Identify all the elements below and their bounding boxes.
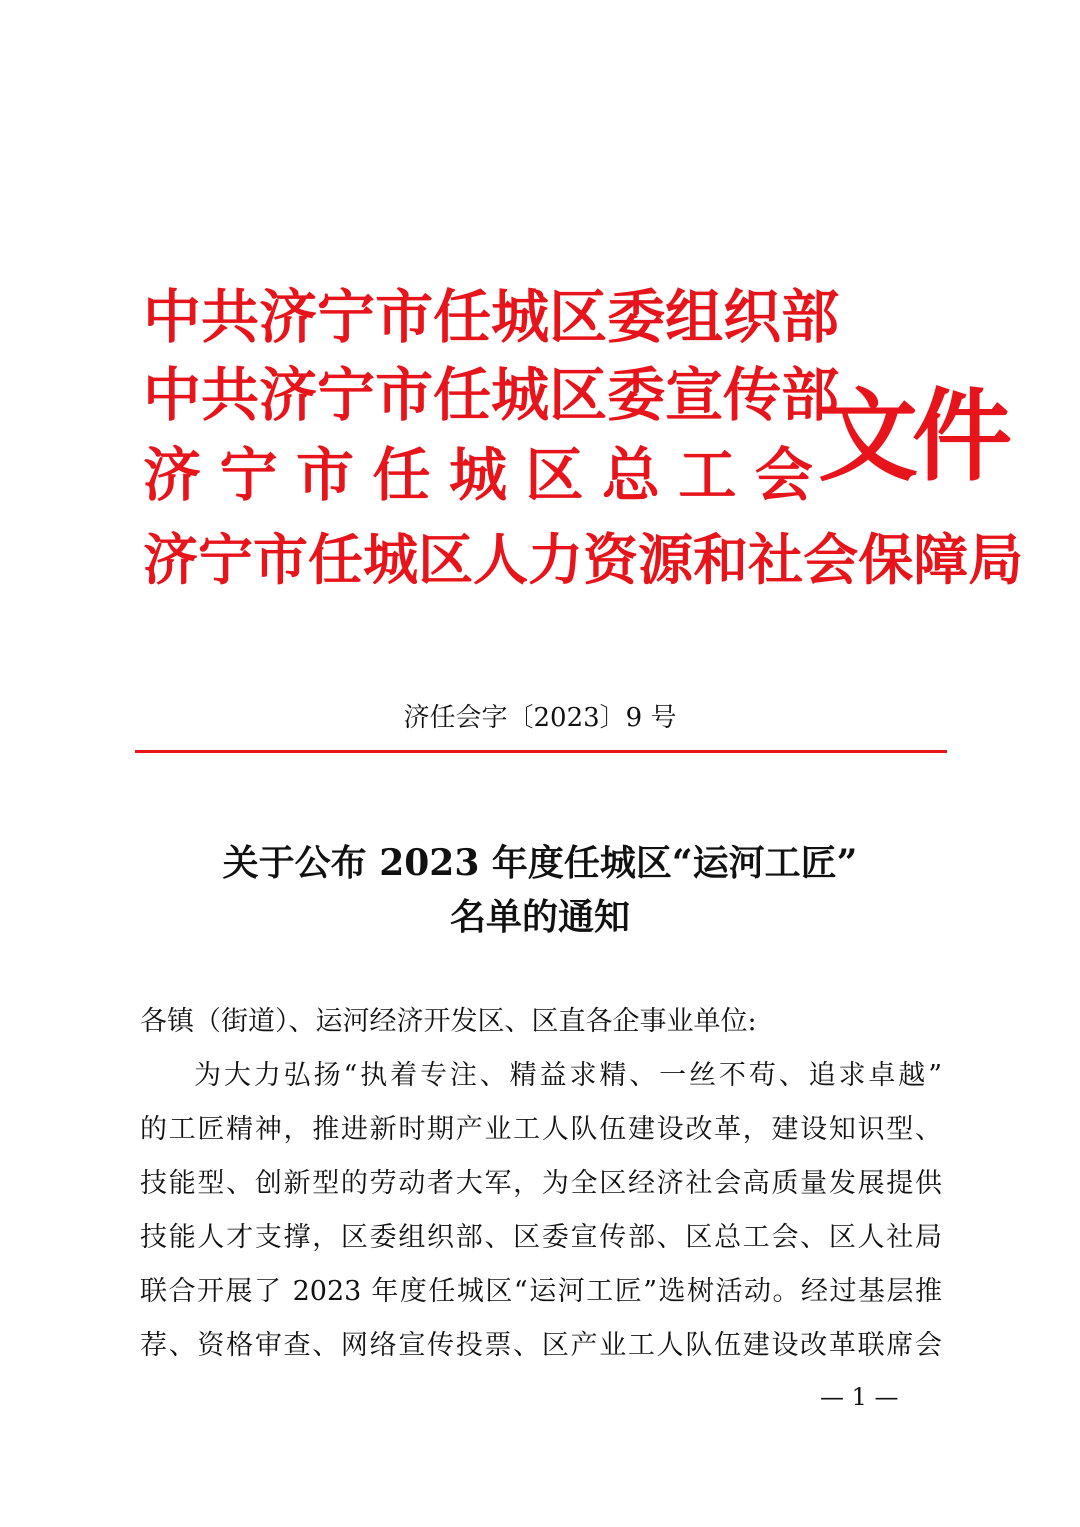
document-mark: 文件 bbox=[818, 378, 1006, 495]
addressee: 各镇（街道）、运河经济开发区、区直各企事业单位: bbox=[140, 1006, 757, 1037]
body-line: 技能型、创新型的劳动者大军，为全区经济社会高质量发展提供 bbox=[140, 1168, 942, 1199]
red-divider-line bbox=[135, 750, 947, 753]
page-number: — 1 — bbox=[820, 1383, 899, 1411]
issuing-org-trade-union: 济 宁 市 任 城 区 总 工 会 bbox=[143, 441, 813, 509]
issuing-org-hr-bureau: 济 宁 市 任 城 区 人 力 资 源 和 社 会 保 障 局 bbox=[143, 528, 1024, 592]
body-line: 的工匠精神，推进新时期产业工人队伍建设改革，建设知识型、 bbox=[140, 1114, 942, 1145]
document-number: 济任会字〔2023〕9 号 bbox=[403, 703, 677, 733]
document-title-line-2: 名单的通知 bbox=[449, 896, 630, 938]
body-line: 荐、资格审查、网络宣传投票、区产业工人队伍建设改革联席会 bbox=[140, 1330, 942, 1361]
issuing-org-organization-dept: 中 共 济 宁 市 任 城 区 委 组 织 部 bbox=[143, 283, 840, 351]
body-line: 技能人才支撑，区委组织部、区委宣传部、区总工会、区人社局 bbox=[140, 1222, 942, 1253]
body-line: 联合开展了 2023 年度任城区“运河工匠”选树活动。经过基层推 bbox=[140, 1276, 942, 1307]
document-title-line-1: 关于公布 2023 年度任城区“运河工匠” bbox=[222, 842, 858, 884]
issuing-org-publicity-dept: 中 共 济 宁 市 任 城 区 委 宣 传 部 bbox=[143, 361, 840, 429]
body-line: 为大力弘扬“执着专注、精益求精、一丝不苟、追求卓越” bbox=[194, 1060, 942, 1091]
